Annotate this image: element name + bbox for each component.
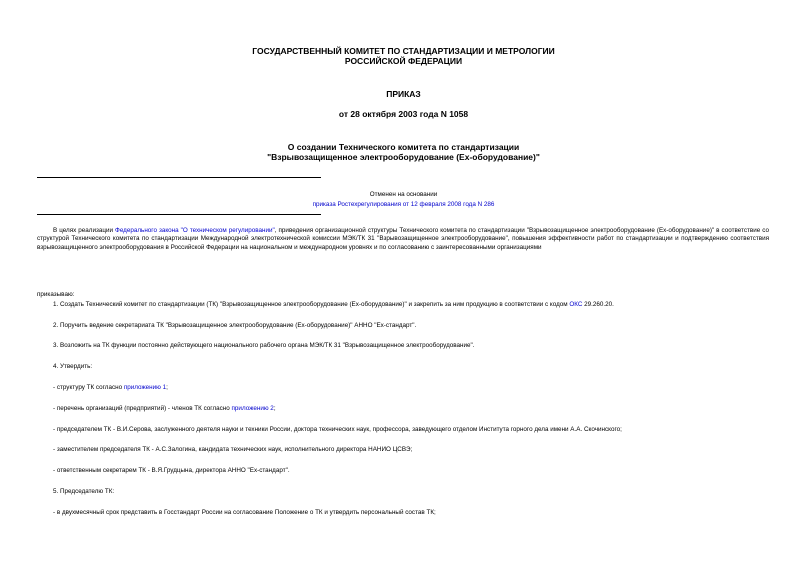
divider-bottom <box>37 214 321 215</box>
item-4-members <box>53 405 276 413</box>
item-4-structure-tail: ; <box>166 384 168 391</box>
preamble-paragraph <box>37 227 769 252</box>
item-5: 5. Председателю ТК: <box>53 488 115 495</box>
item-4-members-tail: ; <box>273 405 276 412</box>
oks-link[interactable]: ОКС <box>569 301 583 308</box>
org-title-line2: РОССИЙСКОЙ ФЕДЕРАЦИИ <box>344 56 463 66</box>
item-5-task: - в двухмесячный срок представить в Госстандарт России на согласование Положение о ТК и утвердить персональный состав ТК; <box>53 509 436 516</box>
appendix-2-link[interactable]: приложению 2 <box>231 405 274 412</box>
org-title-line1: ГОСУДАРСТВЕННЫЙ КОМИТЕТ ПО СТАНДАРТИЗАЦИИ И МЕТРОЛОГИИ <box>252 46 555 56</box>
doc-subject-line2: "Взрывозащищенное электрооборудование (Ех-оборудование)" <box>267 152 540 162</box>
divider-top <box>37 177 321 178</box>
item-4-chairman: - председателем ТК - В.И.Серова, заслуженного деятеля науки и техники России, доктора технических наук, профессора, заведующего отделом Института горного дела имени А.А. Скочинского; <box>53 426 622 433</box>
doc-date: от 28 октября 2003 года N 1058 <box>338 109 469 119</box>
preamble-text-2: , приведения организационной структуры Технического комитета по стандартизации "Взрывозащищенное электрооборудование (Ех-оборудование)" в соответствие со структурой Технического комитета по стандартизации Международной электротехнической комиссии МЭК/ТК 31 "Взрывозащищенное электрооборудование", повышения эффективности работ по стандартизации и подтверждению соответствия взрывозащищенного электрооборудования в Российской Федерации на национальном и международном уровнях и по согласованию с заинтересованными организациями <box>37 227 769 251</box>
repeal-note-line <box>0 201 807 209</box>
preamble-text-1: В целях реализации <box>53 227 116 234</box>
doc-type: ПРИКАЗ <box>386 89 421 99</box>
item-1-text: 1. Создать Технический комитет по стандартизации (ТК) "Взрывозащищенное электрооборудование (Ех-оборудование)" и закрепить за ним продукцию в соответствии с кодом <box>53 301 570 308</box>
item-4-structure-text: - структуру ТК согласно <box>53 384 124 391</box>
item-4-deputy: - заместителем председателя ТК - А.С.Залогина, кандидата технических наук, исполнительного директора НАНИО ЦСВЭ; <box>53 446 413 453</box>
item-4: 4. Утвердить: <box>53 363 93 370</box>
item-1 <box>53 301 614 309</box>
order-word: приказываю: <box>37 291 75 298</box>
item-2: 2. Поручить ведение секретариата ТК "Взрывозащищенное электрооборудование (Ех-оборудование)" АННО "Ех-стандарт". <box>53 322 417 329</box>
item-4-structure <box>53 384 168 392</box>
repeal-order-link[interactable]: приказа Ростехрегулирования от 12 февраля 2008 года N 286 <box>312 201 495 208</box>
item-4-secretary: - ответственным секретарем ТК - В.Я.Грудцына, директора АННО "Ех-стандарт". <box>53 467 290 474</box>
appendix-1-link[interactable]: приложению 1 <box>123 384 167 391</box>
federal-law-link[interactable]: Федерального закона "О техническом регулировании" <box>115 227 275 234</box>
doc-subject-line1: О создании Технического комитета по стандартизации <box>287 142 520 152</box>
item-4-members-text: - перечень организаций (предприятий) - членов ТК согласно <box>53 405 232 412</box>
repeal-note-text: Отменен на основании <box>369 191 438 198</box>
item-3: 3. Возложить на ТК функции постоянно действующего национального рабочего органа МЭК/ТК 31 "Взрывозащищенное электрооборудование". <box>53 342 475 349</box>
item-1-tail: 29.260.20. <box>582 301 614 308</box>
